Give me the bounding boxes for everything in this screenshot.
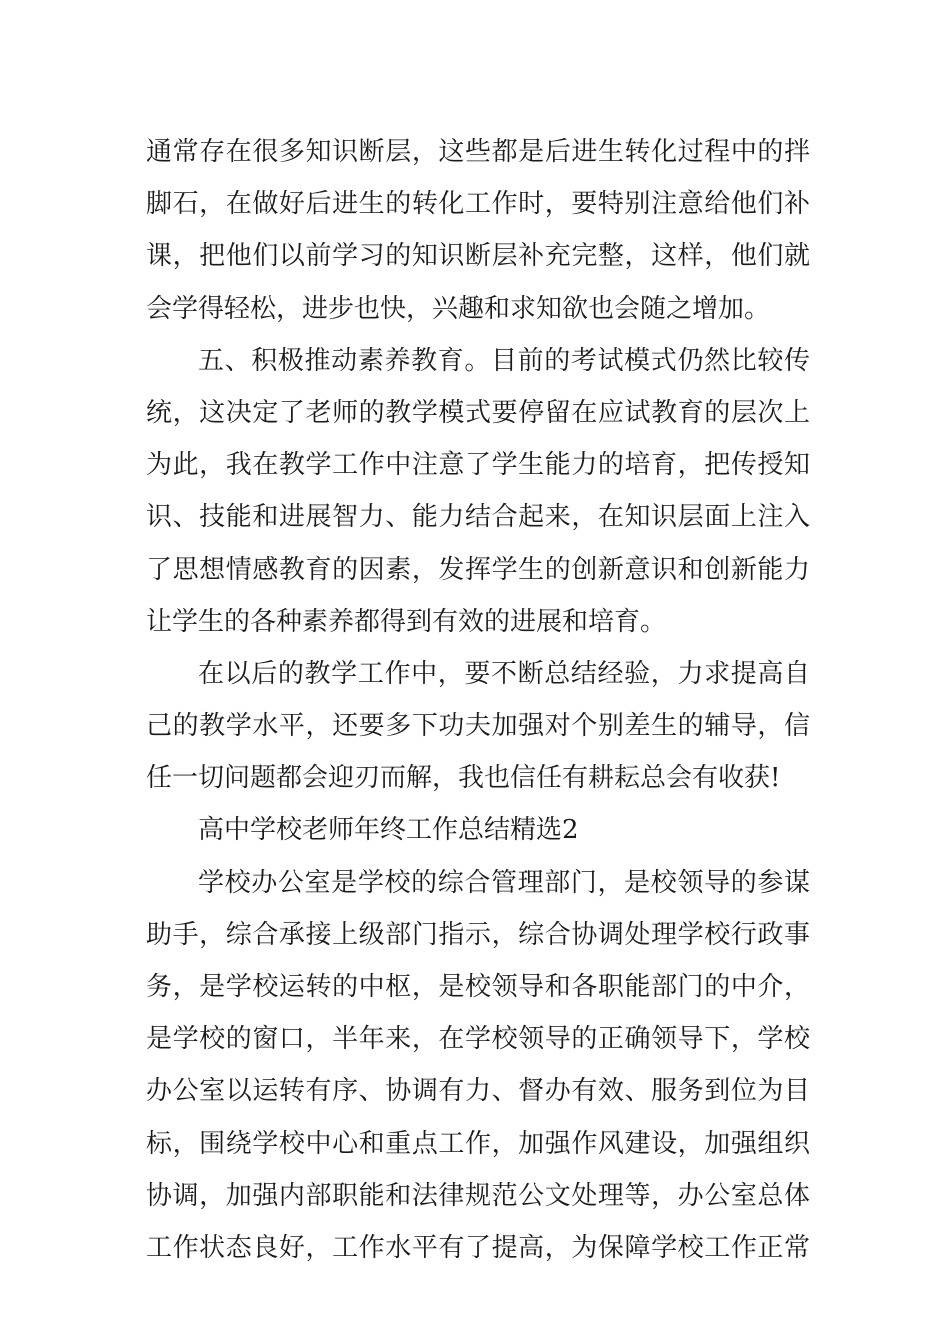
text-line: 为此，我在教学工作中注意了学生能力的培育，把传授知 (146, 450, 810, 481)
text-line: 统，这决定了老师的教学模式要停留在应试教育的层次上 (146, 397, 810, 428)
text-line: 课，把他们以前学习的知识断层补充完整，这样，他们就 (146, 241, 810, 272)
text-line: 己的教学水平，还要多下功夫加强对个别差生的辅导，信 (146, 711, 810, 742)
paragraph-first-line: 学校办公室是学校的综合管理部门，是校领导的参谋 (198, 867, 810, 898)
text-line: 会学得轻松，进步也快，兴趣和求知欲也会随之增加。 (146, 293, 771, 324)
text-line: 让学生的各种素养都得到有效的进展和培育。 (146, 606, 667, 637)
text-line: 办公室以运转有序、协调有力、督办有效、服务到位为目 (146, 1076, 810, 1107)
text-line: 务，是学校运转的中枢，是校领导和各职能部门的中介， (146, 972, 810, 1002)
text-line: 标，围绕学校中心和重点工作，加强作风建设，加强组织 (146, 1128, 810, 1159)
text-line: 识、技能和进展智力、能力结合起来，在知识层面上注入 (146, 502, 810, 533)
text-line: 工作状态良好，工作水平有了提高，为保障学校工作正常 (146, 1232, 810, 1263)
body-text (146, 126, 810, 1274)
paragraph-first-line: 五、积极推动素养教育。目前的考试模式仍然比较传 (198, 345, 810, 376)
text-line: 助手，综合承接上级部门指示，综合协调处理学校行政事 (146, 919, 810, 950)
text-line: 通常存在很多知识断层，这些都是后进生转化过程中的拌 (146, 137, 810, 167)
text-line: 了思想情感教育的因素，发挥学生的创新意识和创新能力 (146, 554, 810, 585)
text-line: 是学校的窗口，半年来，在学校领导的正确领导下，学校 (146, 1024, 810, 1055)
section-heading: 高中学校老师年终工作总结精选2 (198, 815, 579, 846)
text-line: 脚石，在做好后进生的转化工作时，要特别注意给他们补 (146, 189, 810, 220)
text-line: 任一切问题都会迎刃而解，我也信任有耕耘总会有收获! (146, 763, 781, 794)
paragraph-first-line: 在以后的教学工作中，要不断总结经验，力求提高自 (198, 658, 810, 689)
text-line: 协调，加强内部职能和法律规范公文处理等，办公室总体 (146, 1180, 810, 1211)
